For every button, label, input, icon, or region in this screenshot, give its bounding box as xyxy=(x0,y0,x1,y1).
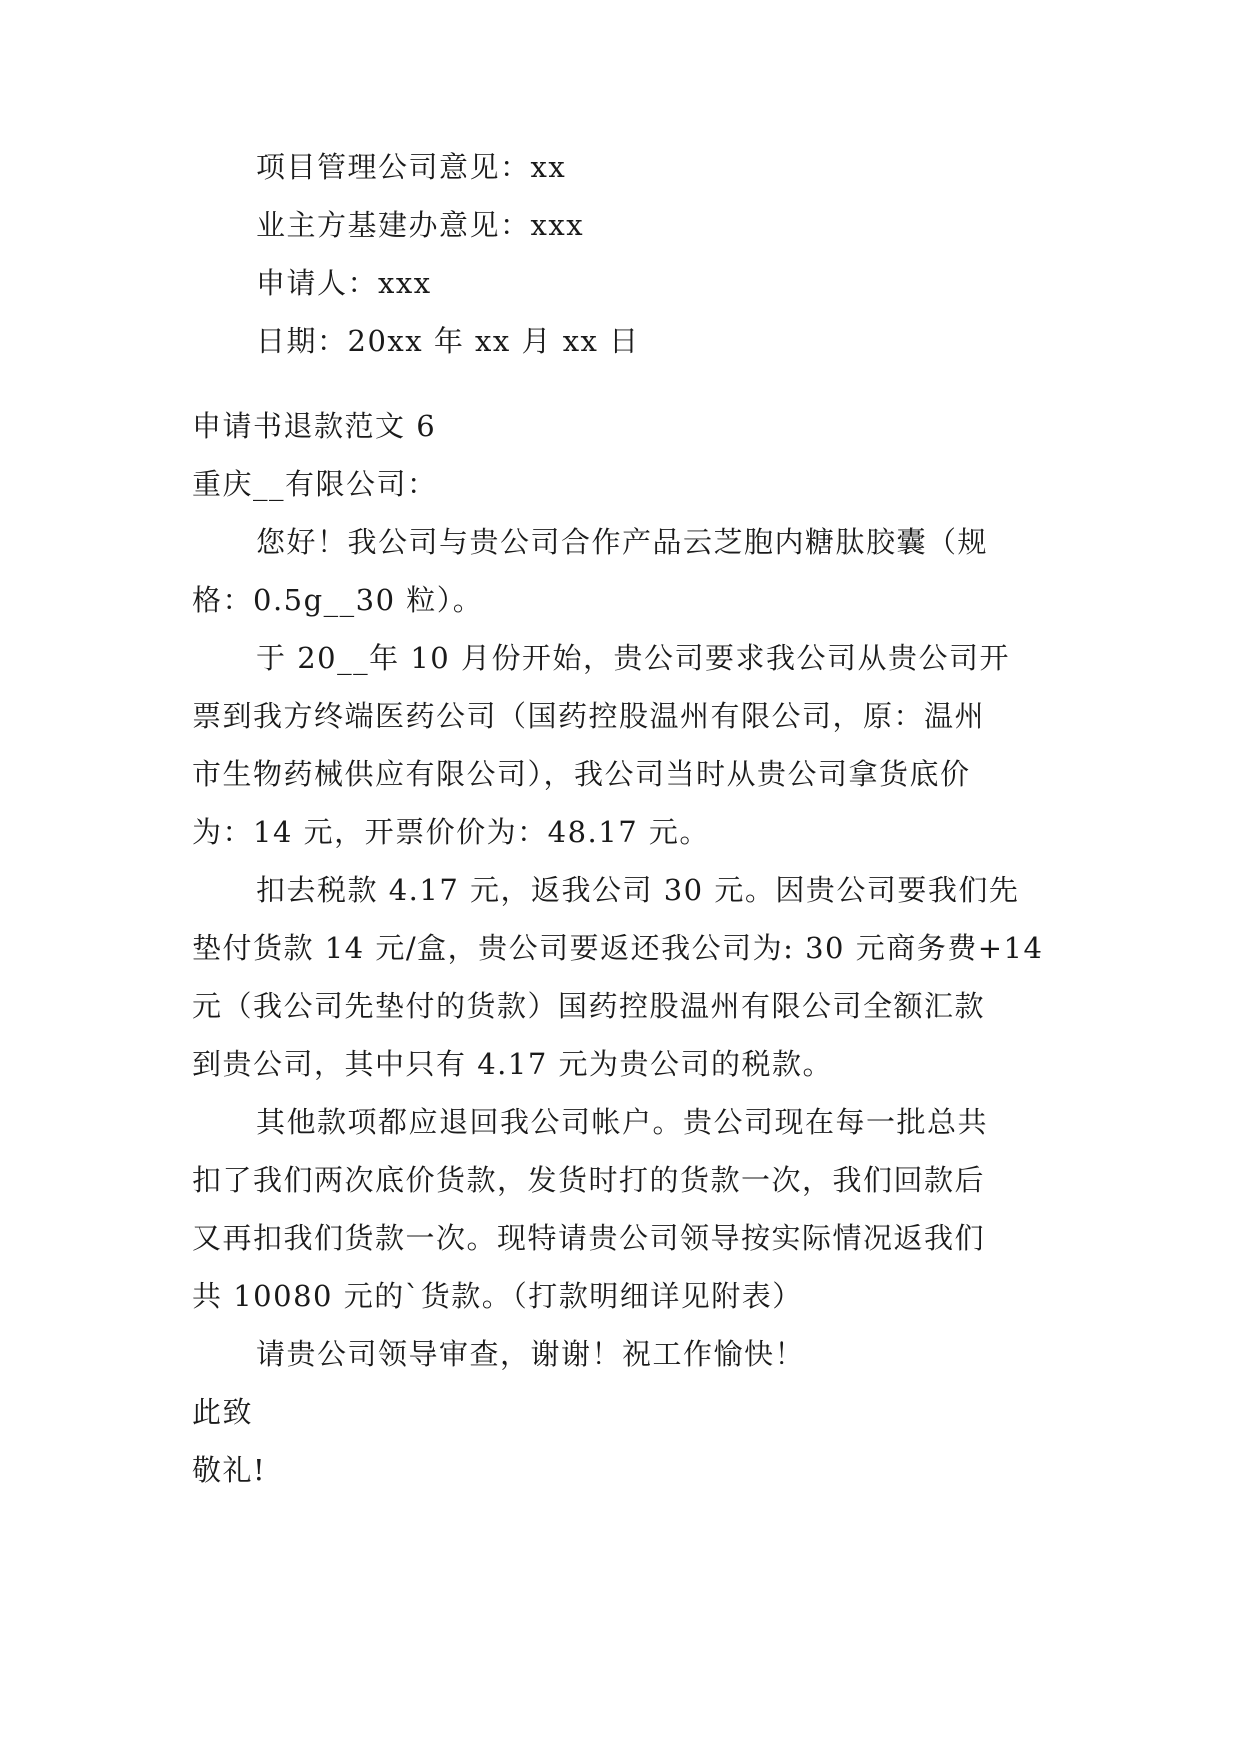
closing-salutation: 此致 xyxy=(192,1395,254,1429)
paragraph-1-line: 格：0.5g__30 粒）。 xyxy=(192,583,484,617)
paragraph-2-line: 票到我方终端医药公司（国药控股温州有限公司，原：温州 xyxy=(192,699,986,733)
paragraph-2-line: 为：14 元，开票价价为：48.17 元。 xyxy=(192,815,710,849)
date-line: 日期：20xx 年 xx 月 xx 日 xyxy=(256,324,640,358)
letter-title: 申请书退款范文 6 xyxy=(192,409,437,443)
paragraph-5: 请贵公司领导审查，谢谢！祝工作愉快！ xyxy=(256,1337,806,1371)
paragraph-3-line: 元（我公司先垫付的货款）国药控股温州有限公司全额汇款 xyxy=(192,989,986,1023)
paragraph-3-line: 扣去税款 4.17 元，返我公司 30 元。因贵公司要我们先 xyxy=(256,873,1020,907)
closing-regards: 敬礼! xyxy=(192,1453,267,1487)
owner-office-opinion: 业主方基建办意见：xxx xyxy=(256,208,585,242)
paragraph-3-line: 垫付货款 14 元/盒，贵公司要返还我公司为: 30 元商务费+14 xyxy=(192,931,1044,965)
approval-section xyxy=(192,138,1052,370)
paragraph-4-line: 共 10080 元的`货款。（打款明细详见附表） xyxy=(192,1279,803,1313)
paragraph-4-line: 又再扣我们货款一次。现特请贵公司领导按实际情况返我们 xyxy=(192,1221,986,1255)
applicant-line: 申请人：xxx xyxy=(256,266,432,300)
project-mgmt-opinion: 项目管理公司意见：xx xyxy=(256,150,567,184)
paragraph-2-line: 市生物药械供应有限公司），我公司当时从贵公司拿货底价 xyxy=(192,757,971,791)
letter-recipient: 重庆__有限公司： xyxy=(192,467,438,501)
paragraph-1-line: 您好！我公司与贵公司合作产品云芝胞内糖肽胶囊（规 xyxy=(256,525,989,559)
letter-body xyxy=(192,397,1052,1499)
paragraph-3-line: 到贵公司，其中只有 4.17 元为贵公司的税款。 xyxy=(192,1047,834,1081)
paragraph-4-line: 扣了我们两次底价货款，发货时打的货款一次，我们回款后 xyxy=(192,1163,986,1197)
paragraph-4-line: 其他款项都应退回我公司帐户。贵公司现在每一批总共 xyxy=(256,1105,989,1139)
paragraph-2-line: 于 20__年 10 月份开始，贵公司要求我公司从贵公司开 xyxy=(256,641,1010,675)
